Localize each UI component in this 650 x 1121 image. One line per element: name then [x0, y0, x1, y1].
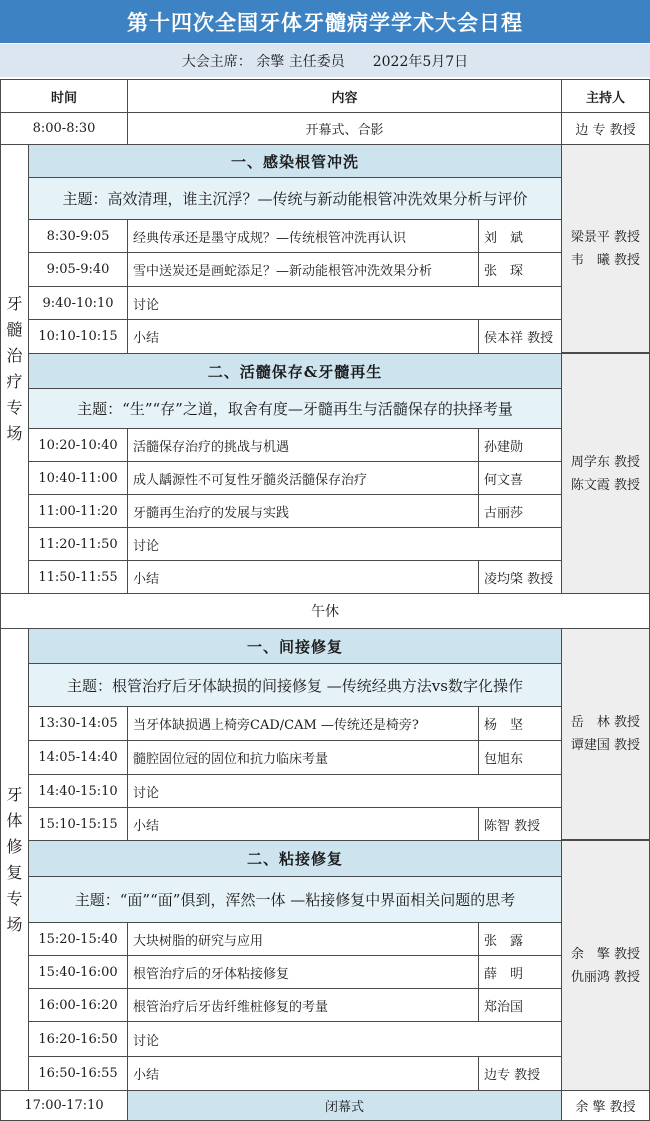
closing-content: 闭幕式	[127, 1090, 562, 1121]
subtitle-bar	[0, 44, 650, 77]
row-time: 15:20-15:40	[28, 922, 128, 956]
section-theme: 主题：“生”“存”之道，取舍有度—牙髓再生与活髓保存的抉择考量	[28, 388, 562, 429]
row-speaker: 张 琛	[478, 252, 562, 287]
track1-label-char: 专	[6, 398, 23, 417]
row-topic: 讨论	[127, 527, 562, 561]
section-theme: 主题：“面”“面”俱到，浑然一体 —粘接修复中界面相关问题的思考	[28, 876, 562, 923]
row-topic: 髓腔固位冠的固位和抗力临床考量	[127, 740, 479, 775]
session-hosts	[561, 840, 650, 1091]
row-speaker: 何文喜	[478, 461, 562, 495]
row-time: 16:00-16:20	[28, 988, 128, 1022]
col-header-time: 时间	[0, 79, 128, 113]
track2-label	[0, 628, 29, 1091]
host-name: 韦 曦 教授	[570, 252, 641, 268]
closing-time: 17:00-17:10	[0, 1090, 128, 1121]
row-time: 11:50-11:55	[28, 560, 128, 594]
row-topic: 小结	[127, 1056, 479, 1091]
session-hosts	[561, 628, 650, 840]
track1-label-char: 场	[6, 424, 23, 443]
row-topic: 讨论	[127, 1021, 562, 1057]
track2-label-char: 体	[6, 810, 23, 830]
row-time: 9:40-10:10	[28, 286, 128, 320]
page-title: 第十四次全国牙体牙髓病学学术大会日程	[0, 0, 650, 43]
row-time: 10:20-10:40	[28, 428, 128, 462]
row-speaker: 张 露	[478, 922, 562, 956]
row-topic: 根管治疗后的牙体粘接修复	[127, 955, 479, 989]
host-name: 仇丽鸿 教授	[570, 969, 641, 985]
row-speaker: 刘 斌	[478, 219, 562, 253]
row-topic: 讨论	[127, 286, 562, 320]
section-theme: 主题：根管治疗后牙体缺损的间接修复 —传统经典方法vs数字化操作	[28, 663, 562, 707]
row-speaker: 郑治国	[478, 988, 562, 1022]
row-topic: 牙髓再生治疗的发展与实践	[127, 494, 479, 528]
row-topic: 成人龋源性不可复性牙髓炎活髓保存治疗	[127, 461, 479, 495]
section-theme: 主题：高效清理，谁主沉浮？—传统与新动能根管冲洗效果分析与评价	[28, 177, 562, 220]
row-topic: 大块树脂的研究与应用	[127, 922, 479, 956]
row-topic: 雪中送炭还是画蛇添足？—新动能根管冲洗效果分析	[127, 252, 479, 287]
track1-label-char: 髓	[6, 320, 23, 339]
row-topic: 经典传承还是墨守成规？—传统根管冲洗再认识	[127, 219, 479, 253]
row-speaker: 凌均棨 教授	[478, 560, 562, 594]
row-topic: 小结	[127, 560, 479, 594]
row-time: 11:00-11:20	[28, 494, 128, 528]
row-time: 16:20-16:50	[28, 1021, 128, 1057]
opening-content: 开幕式、合影	[127, 112, 562, 145]
row-time: 10:40-11:00	[28, 461, 128, 495]
row-time: 11:20-11:50	[28, 527, 128, 561]
host-name: 余 擎 教授	[570, 946, 641, 962]
host-name: 陈文霞 教授	[570, 477, 641, 493]
row-topic: 根管治疗后牙齿纤维桩修复的考量	[127, 988, 479, 1022]
section-title: 二、粘接修复	[28, 840, 562, 877]
row-topic: 活髓保存治疗的挑战与机遇	[127, 428, 479, 462]
lunch-break: 午休	[0, 593, 650, 629]
row-time: 8:30-9:05	[28, 219, 128, 253]
host-name: 谭建国 教授	[570, 738, 641, 753]
row-time: 13:30-14:05	[28, 706, 128, 741]
row-topic: 讨论	[127, 774, 562, 808]
col-header-host: 主持人	[561, 79, 650, 113]
section-title: 一、间接修复	[28, 628, 562, 664]
track1-label-char: 疗	[6, 372, 23, 391]
row-time: 15:40-16:00	[28, 955, 128, 989]
track2-label-char: 专	[6, 888, 23, 908]
col-header-content: 内容	[127, 79, 562, 113]
row-speaker: 陈智 教授	[478, 807, 562, 841]
host-name: 梁景平 教授	[570, 229, 641, 245]
closing-host: 余 擎 教授	[561, 1090, 650, 1121]
track1-label-char: 治	[6, 346, 23, 365]
row-time: 14:40-15:10	[28, 774, 128, 808]
row-speaker: 薛 明	[478, 955, 562, 989]
row-speaker: 包旭东	[478, 740, 562, 775]
row-time: 10:10-10:15	[28, 319, 128, 354]
row-speaker: 孙建勋	[478, 428, 562, 462]
row-time: 14:05-14:40	[28, 740, 128, 775]
track2-label-char: 牙	[6, 784, 23, 804]
row-time: 16:50-16:55	[28, 1056, 128, 1091]
track2-label-char: 修	[6, 836, 23, 856]
host-name: 岳 林 教授	[570, 715, 641, 730]
session-hosts	[561, 144, 650, 353]
opening-host: 边 专 教授	[561, 112, 650, 145]
section-title: 一、感染根管冲洗	[28, 144, 562, 178]
row-speaker: 侯本祥 教授	[478, 319, 562, 354]
row-time: 9:05-9:40	[28, 252, 128, 287]
row-speaker: 边专 教授	[478, 1056, 562, 1091]
track2-label-char: 场	[6, 914, 23, 934]
track1-label	[0, 144, 29, 594]
opening-time: 8:00-8:30	[0, 112, 128, 145]
track1-label-char: 牙	[6, 294, 23, 313]
session-hosts	[561, 353, 650, 594]
row-speaker: 古丽莎	[478, 494, 562, 528]
row-topic: 小结	[127, 807, 479, 841]
row-speaker: 杨 坚	[478, 706, 562, 741]
conference-date: 2022年5月7日	[372, 53, 469, 70]
row-time: 15:10-15:15	[28, 807, 128, 841]
section-title: 二、活髓保存&牙髓再生	[28, 353, 562, 389]
track2-label-char: 复	[6, 862, 23, 882]
host-name: 周学东 教授	[570, 454, 641, 470]
conference-chair: 大会主席： 余擎 主任委员	[181, 53, 345, 70]
row-topic: 小结	[127, 319, 479, 354]
row-topic: 当牙体缺损遇上椅旁CAD/CAM —传统还是椅旁?	[127, 706, 479, 741]
